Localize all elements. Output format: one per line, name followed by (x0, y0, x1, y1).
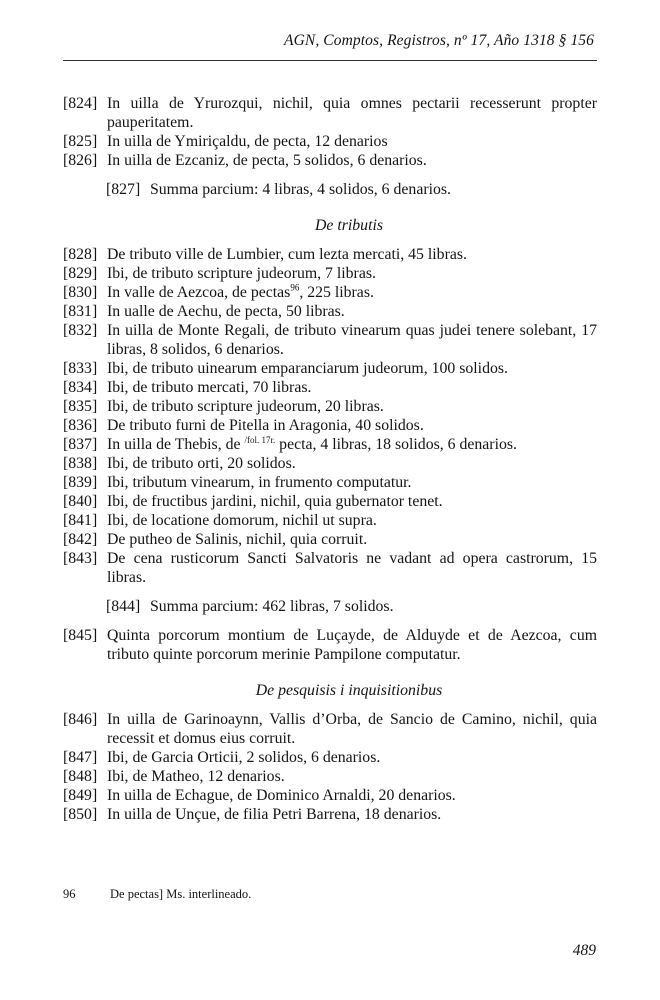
entry-text: Ibi, de Garcia Orticii, 2 solidos, 6 denarios. (107, 749, 381, 766)
entry-text (107, 283, 597, 302)
entry-number: [830] (63, 284, 98, 301)
entry-number: [829] (63, 265, 98, 282)
summa-entry-844 (63, 597, 597, 616)
entry-number: [824] (63, 95, 98, 112)
entry-text: De tributo furni de Pitella in Aragonia, 40 solidos. (107, 417, 424, 434)
entry-row (63, 767, 597, 786)
entry-830 (63, 283, 597, 302)
entry-number: [843] (63, 550, 98, 567)
entry-row (63, 132, 597, 151)
header-rule (63, 60, 597, 61)
entry-845 (63, 626, 597, 664)
entry-text: Ibi, de tributo mercati, 70 libras. (107, 379, 312, 396)
footnote (63, 887, 251, 902)
entry-number: [828] (63, 246, 98, 263)
entry-number: [840] (63, 493, 98, 510)
entry-number: [825] (63, 133, 98, 150)
footnote-text: De pectas] Ms. interlineado. (110, 887, 252, 901)
footnote-number: 96 (63, 887, 76, 901)
entry-text-part: pecta, 4 libras, 18 solidos, 6 denarios. (275, 436, 517, 453)
entry-text: De cena rusticorum Sancti Salvatoris ne vadant ad opera castrorum, 15 libras. (107, 550, 597, 586)
entry-group-a (63, 94, 597, 170)
entry-number: [841] (63, 512, 98, 529)
entry-row (63, 378, 597, 397)
entry-text: Ibi, de tributo uinearum emparanciarum judeorum, 100 solidos. (107, 360, 508, 377)
entry-number: [846] (63, 711, 98, 728)
entry-text: Ibi, de locatione domorum, nichil ut supra. (107, 512, 377, 529)
section-heading-de-pesquisis: De pesquisis i inquisitionibus (255, 682, 443, 699)
entry-number: [847] (63, 749, 98, 766)
footnote-reference: 96 (290, 282, 300, 293)
entry-number: [849] (63, 787, 98, 804)
summa-entry-827 (63, 180, 597, 199)
entry-text: In uilla de Ezcaniz, de pecta, 5 solidos, 6 denarios. (107, 152, 427, 169)
entry-text: In uilla de Echague, de Dominico Arnaldi, 20 denarios. (107, 787, 456, 804)
entry-number: [832] (63, 322, 98, 339)
entry-text: In uilla de Unçue, de filia Petri Barrena, 18 denarios. (107, 806, 442, 823)
section-heading-de-tributis: De tributis (314, 217, 384, 234)
entry-row (63, 805, 597, 824)
entry-text: In uilla de Garinoaynn, Vallis d’Orba, de Sancio de Camino, nichil, quia recessit et domus eius corruit. (107, 711, 597, 747)
entry-text-part: In valle de Aezcoa, de pectas (107, 284, 291, 301)
entry-row (63, 530, 597, 549)
entry-text: Ibi, tributum vinearum, in frumento computatur. (107, 474, 412, 491)
entry-row (63, 710, 597, 748)
entry-number: [839] (63, 474, 98, 491)
entry-group-d (63, 454, 597, 587)
entry-row (63, 245, 597, 264)
entry-row (63, 264, 597, 283)
entry-group-e (63, 710, 597, 824)
entry-text: De tributo ville de Lumbier, cum lezta mercati, 45 libras. (107, 246, 467, 263)
entry-text-part: , 225 libras. (299, 284, 374, 301)
entry-text: Summa parcium: 4 libras, 4 solidos, 6 denarios. (150, 181, 451, 198)
entry-text: Summa parcium: 462 libras, 7 solidos. (150, 598, 394, 615)
entry-text (107, 435, 597, 454)
entry-row (63, 94, 597, 132)
entry-row (63, 748, 597, 767)
entry-row (63, 151, 597, 170)
entry-number: [836] (63, 417, 98, 434)
entry-number: [844] (106, 598, 141, 615)
entry-number: [827] (106, 181, 141, 198)
entry-row (63, 492, 597, 511)
entry-row (63, 473, 597, 492)
entry-number: [845] (63, 627, 98, 644)
entry-row (63, 416, 597, 435)
entry-number: [848] (63, 768, 98, 785)
entry-text: Ibi, de Matheo, 12 denarios. (107, 768, 285, 785)
entry-row (63, 359, 597, 378)
entry-row (63, 786, 597, 805)
entry-number: [850] (63, 806, 98, 823)
entry-group-b (63, 245, 597, 283)
entry-number: [831] (63, 303, 98, 320)
entry-text: In ualle de Aechu, de pecta, 50 libras. (107, 303, 345, 320)
entry-text: Ibi, de tributo orti, 20 solidos. (107, 455, 296, 472)
folio-marker: /fol. 17r. (244, 435, 276, 445)
entry-number: [835] (63, 398, 98, 415)
entry-text: Ibi, de fructibus jardini, nichil, quia gubernator tenet. (107, 493, 443, 510)
entry-number: [834] (63, 379, 98, 396)
entry-text: De putheo de Salinis, nichil, quia corruit. (107, 531, 368, 548)
entry-row (63, 549, 597, 587)
entry-number: [826] (63, 152, 98, 169)
entry-text: Ibi, de tributo scripture judeorum, 20 libras. (107, 398, 384, 415)
entry-number: [837] (63, 436, 98, 453)
entry-text-part: In uilla de Thebis, de (107, 436, 245, 453)
running-header: AGN, Comptos, Registros, nº 17, Año 1318 § 156 (284, 32, 594, 49)
entry-group-c (63, 302, 597, 435)
entry-text: In uilla de Monte Regali, de tributo vinearum quas judei tenere solebant, 17 libras, 8 solidos, 6 denarios. (107, 322, 597, 358)
entry-row (63, 302, 597, 321)
entry-text: In uilla de Yrurozqui, nichil, quia omnes pectarii recesserunt propter pauperitatem. (107, 95, 597, 131)
entry-text: In uilla de Ymiriçaldu, de pecta, 12 denarios (107, 133, 388, 150)
entry-text: Quinta porcorum montium de Luçayde, de Alduyde et de Aezcoa, cum tributo quinte porcorum merinie Pampilone computatur. (107, 627, 597, 663)
entry-837 (63, 435, 597, 454)
page-number: 489 (572, 942, 596, 959)
entry-number: [838] (63, 455, 98, 472)
document-body (63, 94, 597, 824)
entry-text: Ibi, de tributo scripture judeorum, 7 libras. (107, 265, 376, 282)
entry-row (63, 454, 597, 473)
entry-row (63, 511, 597, 530)
entry-row (63, 321, 597, 359)
entry-row (63, 397, 597, 416)
entry-number: [842] (63, 531, 98, 548)
entry-number: [833] (63, 360, 98, 377)
